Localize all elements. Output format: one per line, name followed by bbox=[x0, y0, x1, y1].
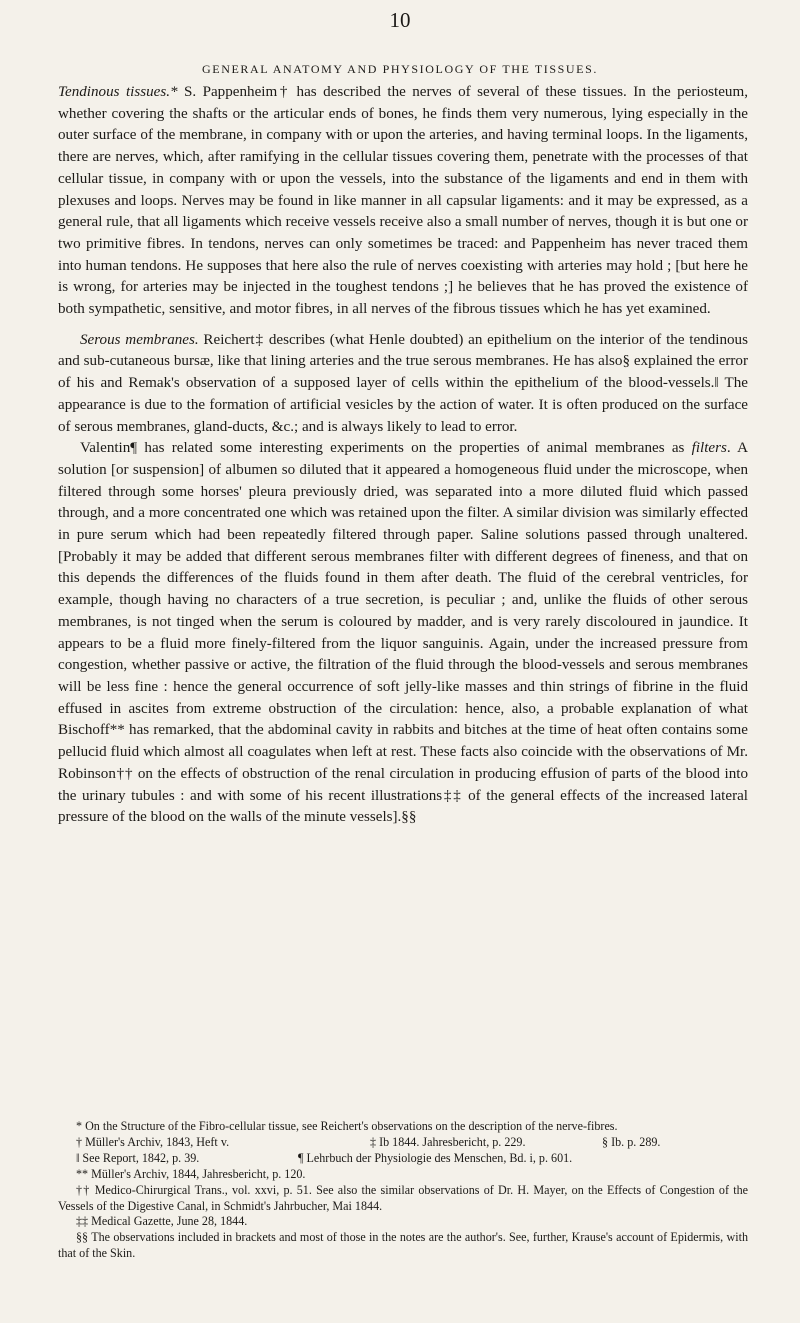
paragraph-valentin-filters bbox=[58, 438, 748, 829]
footnote: ** Müller's Archiv, 1844, Jahresbericht, p. 120. bbox=[76, 1166, 306, 1181]
running-head: GENERAL ANATOMY AND PHYSIOLOGY OF THE TISSUES. bbox=[202, 62, 598, 76]
footnote: ‡‡ Medical Gazette, June 28, 1844. bbox=[76, 1214, 248, 1229]
footnote: † Müller's Archiv, 1843, Heft v. bbox=[76, 1134, 230, 1149]
paragraph-text: . A solution [or suspension] of albumen so diluted that it appeared a homogeneous fluid under the microscope, when filtered through some horses' pleura previously dried, was separated into a more diluted fluid which passed through, and a more concentrated one which was retained upon the filter. A similar division was similarly effected in pure serum which had been repeatedly filtered through paper. Saline solutions passed through unaltered. [Probably it may be added that different serous membranes filter with different degrees of fineness, and that on this depends the differences of the fluids found in them after death. The fluid of the cerebral ventricles, for example, though having no characters of a true secretion, is peculiar ; and, unlike the fluids of other serous membranes, is not tinged when the serum is coloured by madder, and is very rarely discoloured in jaundice. It appears to be a fluid more finely-filtered from the liquor sanguinis. Again, under the increased pressure from congestion, whether passive or active, the filtration of the fluid through the blood-vessels and serous membranes will be less fine : hence the general occurrence of soft jelly-like masses and thin strings of fibrine in the fluid effused in ascites from extreme obstruction of the circulation: hence, also, a probable explanation of what Bischoff** has remarked, that the abdominal cavity in rabbits and bitches at the time of heat often contains some pellucid fluid which almost all coagulates when left at rest. These facts also coincide with the observations of Mr. Robinson†† on the effects of obstruction of the renal circulation in producing effusion of parts of the blood into the urinary tubules : and with some of his recent illustrations‡‡ of the general effects of the increased lateral pressure of the blood on the walls of the minute vessels].§§ bbox=[58, 440, 748, 826]
footnote: ¶ Lehrbuch der Physiologie des Menschen, Bd. i, p. 601. bbox=[298, 1150, 573, 1165]
paragraph-text: Valentin¶ has related some interesting experiments on the properties of animal membranes as bbox=[80, 440, 692, 457]
footnote-row bbox=[58, 1135, 748, 1151]
section-heading-tendinous: Tendinous tissues.* bbox=[58, 84, 178, 100]
footnotes bbox=[58, 1119, 748, 1262]
paragraph-text: Reichert‡ describes (what Henle doubted) an epithelium on the interior of the tendinous and sub-cutaneous bursæ, like that lining arteries and the true serous membranes. He has also§ explained the error of his and Remak's observation of a supposed layer of cells within the epithelium of the blood-vessels.‖ The appearance is due to the formation of artificial vesicles by the action of water. It is often produced on the surface of serous membranes, gland-ducts, &c.; and is always likely to lead to error. bbox=[58, 331, 748, 435]
footnote: * On the Structure of the Fibro-cellular tissue, see Reichert's observations on the description of the nerve-fibres. bbox=[76, 1119, 618, 1133]
main-text bbox=[58, 82, 748, 829]
section-heading-serous: Serous membranes. bbox=[80, 331, 199, 348]
footnote: ‖ See Report, 1842, p. 39. bbox=[76, 1150, 200, 1165]
page-number: 10 bbox=[389, 8, 411, 32]
footnote: §§ The observations included in brackets and most of those in the notes are the author's. See, further, Krause's account of Epidermis, with that of the Skin. bbox=[58, 1230, 748, 1261]
footnote: § Ib. p. 289. bbox=[602, 1134, 661, 1149]
paragraph-serous-membranes bbox=[58, 330, 748, 439]
footnote: †† Medico-Chirurgical Trans., vol. xxvi, p. 51. See also the similar observations of Dr. H. Mayer, on the Effects of Congestion of the Vessels of the Digestive Canal, in Schmidt's Jahrbucher, Mai 1844. bbox=[58, 1182, 748, 1213]
paragraph-tendinous-tissues bbox=[58, 82, 748, 321]
footnote-row bbox=[58, 1151, 748, 1167]
paragraph-text: S. Pappenheim† has described the nerves of several of these tissues. In the periosteum, whether covering the shafts or the articular ends of bones, he finds them very numerous, lying especially in the outer surface of the membrane, in company with or upon the arteries, and having terminal loops. In the ligaments, there are nerves, which, after ramifying in the cellular tissues covering them, penetrate with the processes of that cellular tissue, in company with or upon the vessels, into the substance of the ligaments and end in them with plexuses and loops. Nerves may be found in like manner in all capsular ligaments: and it may be expressed, as a general rule, that all ligaments which receive vessels receive also a small number of nerves, though it is but one or two primitive fibres. In tendons, nerves can only sometimes be traced: and Pappenheim has never traced them into human tendons. He supposes that here also the rule of nerves coexisting with arteries may hold ; [but here he is wrong, for arteries may be injected in the toughest tendons ;] he believes that he has proved the existence of both sympathetic, sensitive, and motor fibres, in all nerves of the fibrous tissues which he has yet examined. bbox=[58, 84, 748, 318]
emphasis-filters: filters bbox=[691, 440, 727, 457]
footnote: ‡ Ib 1844. Jahresbericht, p. 229. bbox=[370, 1134, 526, 1149]
